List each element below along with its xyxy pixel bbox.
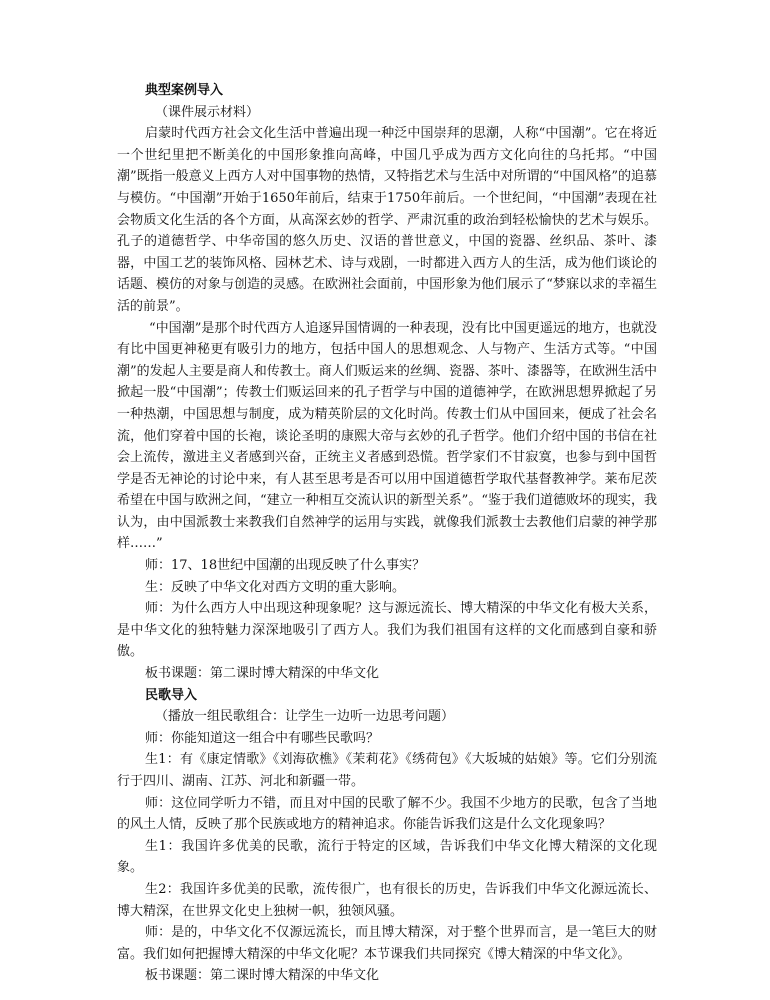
section-heading-folk-song: 民歌导入 <box>145 687 198 703</box>
document-body <box>117 80 657 987</box>
student1-answer-1: 生1：有《康定情歌》《刘海砍樵》《茉莉花》《绣荷包》《大坂城的姑娘》等。它们分别流行于四川、湖南、江苏、河北和新疆一带。 <box>117 752 657 789</box>
teacher-question-1: 师：你能知道这一组合中有哪些民歌吗？ <box>145 730 380 746</box>
student-answer: 生：反映了中华文化对西方文明的重大影响。 <box>145 579 406 595</box>
folk-song-note: （播放一组民歌组合：让学生一边听一边思考问题） <box>155 709 455 725</box>
teacher-question-2: 师：这位同学听力不错，而且对中国的民歌了解不少。我国不少地方的民歌，包含了当地的风土人情，反映了那个民族或地方的精神追求。你能告诉我们这是什么文化现象吗？ <box>117 795 657 833</box>
board-title-2: 板书课题：第二课时博大精深的中华文化 <box>145 968 380 984</box>
teacher-response: 师：为什么西方人中出现这种现象呢？这与源远流长、博大精深的中华文化有极大关系，是中华文化的独特魅力深深地吸引了西方人。我们为我们祖国有这样的文化而感到自豪和骄傲。 <box>117 601 657 660</box>
teacher-summary: 师：是的，中华文化不仅源远流长，而且博大精深，对于整个世界而言，是一笔巨大的财富。我们如何把握博大精深的中华文化呢？本节课我们共同探究《博大精深的中华文化》。 <box>117 925 657 962</box>
paragraph-china-trend-detail: “中国潮”是那个时代西方人追逐异国情调的一种表现，没有比中国更遥远的地方，也就没有比中国更神秘更有吸引力的地方，包括中国人的思想观念、人与物产、生活方式等。“中国潮”的发起人主要是商人和传教士。商人们贩运来的丝绸、瓷器、茶叶、漆器等，在欧洲生活中掀起一股“中国潮”；传教士们贩运回来的孔子哲学与中国的道德神学，在欧洲思想界掀起了另一种热潮，中国思想与制度，成为精英阶层的文化时尚。传教士们从中国回来，便成了社会名流，他们穿着中国的长袍，谈论圣明的康熙大帝与玄妙的孔子哲学。他们介绍中国的书信在社会上流传，激进主义者感到兴奋，正统主义者感到恐慌。哲学家们不甘寂寞，也参与到中国哲学是否无神论的讨论中来，有人甚至思考是否可以用中国道德哲学取代基督教神学。莱布尼茨希望在中国与欧洲之间，“建立一种相互交流认识的新型关系”。“鉴于我们道德败坏的现实，我认为，由中国派教士来教我们自然神学的运用与实践，就像我们派教士去教他们启蒙的神学那样……” <box>117 320 657 552</box>
section-heading-case-intro: 典型案例导入 <box>145 83 224 98</box>
paragraph-china-trend-intro: 启蒙时代西方社会文化生活中普遍出现一种泛中国崇拜的思潮，人称“中国潮”。它在将近一个世纪里把不断美化的中国形象推向高峰，中国几乎成为西方文化向往的乌托邦。“中国潮”既指一般意义上西方人对中国事物的热情，又特指艺术与生活中对所谓的“中国风格”的追慕与模仿。“中国潮”开始于1650年前后，结束于1750年前后。一个世纪间，“中国潮”表现在社会物质文化生活的各个方面，从高深玄妙的哲学、严肃沉重的政治到轻松愉快的艺术与娱乐。孔子的道德哲学、中华帝国的悠久历史、汉语的普世意义，中国的瓷器、丝织品、茶叶、漆器，中国工艺的装饰风格、园林艺术、诗与戏剧，一时都进入西方人的生活，成为他们谈论的话题、模仿的对象与创造的灵感。在欧洲社会面前，中国形象为他们展示了“梦寐以求的幸福生活的前景”。 <box>117 126 657 314</box>
material-note: （课件展示材料） <box>155 104 260 120</box>
student2-answer: 生2：我国许多优美的民歌，流传很广，也有很长的历史，告诉我们中华文化源远流长、博大精深，在世界文化史上独树一帜，独领风骚。 <box>117 881 657 919</box>
board-title: 板书课题：第二课时博大精深的中华文化 <box>145 666 380 682</box>
student1-answer-2: 生1：我国许多优美的民歌，流行于特定的区域，告诉我们中华文化博大精深的文化现象。 <box>117 838 657 876</box>
teacher-question: 师：17、18世纪中国潮的出现反映了什么事实？ <box>145 558 426 574</box>
